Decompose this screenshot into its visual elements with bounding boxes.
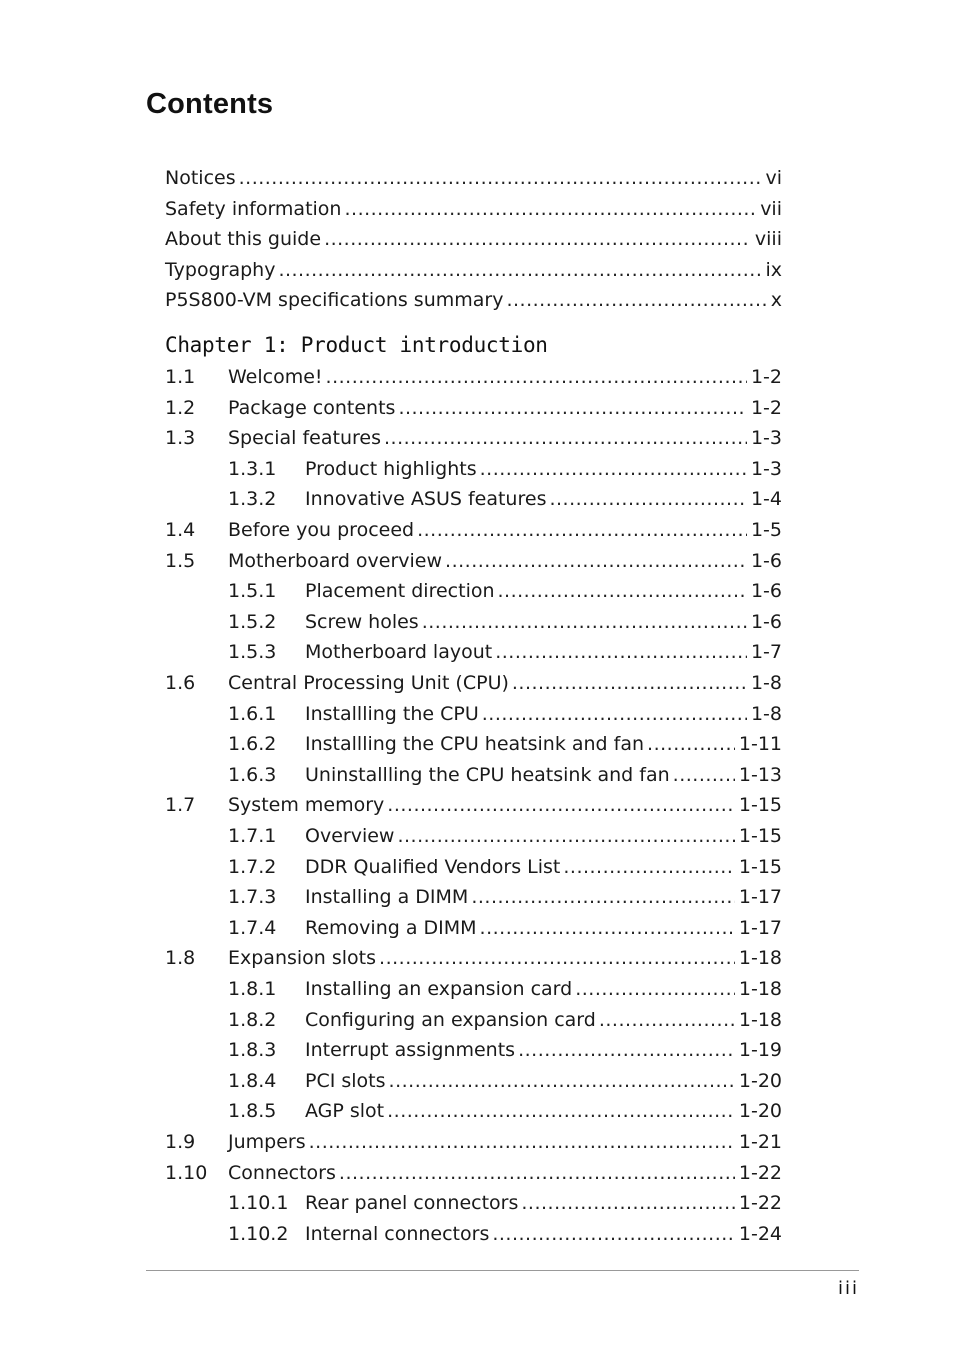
toc-entry[interactable] [228, 852, 782, 882]
dot-leader [384, 423, 747, 453]
dot-leader [647, 729, 735, 759]
toc-entry-title: Before you proceed [228, 519, 415, 541]
dot-leader [506, 285, 766, 315]
dot-leader [471, 882, 735, 912]
toc-entry-page: 1-17 [738, 886, 782, 909]
dot-leader [549, 484, 746, 514]
toc-entry-title: Jumpers [228, 1131, 306, 1153]
toc-entry[interactable] [165, 393, 782, 423]
toc-entry-number: 1.5.1 [228, 580, 277, 603]
dot-leader [324, 224, 751, 254]
toc-entry-page: 1-15 [738, 794, 782, 817]
toc-entry-number: 1.8.2 [228, 1008, 277, 1031]
toc-entry-page: 1-3 [750, 457, 782, 480]
dot-leader [563, 852, 735, 882]
toc-entry[interactable] [165, 163, 782, 193]
toc-entry-title: Interrupt assignments [305, 1039, 516, 1062]
toc-entry-page: 1-3 [750, 427, 782, 450]
toc-entry-page: 1-21 [738, 1131, 782, 1153]
page-title: Contents [146, 88, 274, 120]
dot-leader [239, 163, 762, 193]
toc-entry-number: 1.10.1 [228, 1192, 289, 1215]
toc-entry-number: 1.6 [165, 672, 196, 694]
dot-leader [492, 1219, 735, 1249]
toc-entry-title: Notices [165, 167, 236, 189]
toc-entry[interactable] [228, 760, 782, 790]
dot-leader [482, 699, 747, 729]
toc-entry-title: Placement direction [305, 580, 495, 603]
toc-entry-page: 1-18 [738, 1008, 782, 1031]
toc-entry-title: AGP slot [305, 1100, 385, 1123]
toc-entry-page: 1-22 [738, 1192, 782, 1215]
toc-entry[interactable] [228, 913, 782, 943]
toc-entry[interactable] [228, 454, 782, 484]
toc-entry-title: DDR Qualified Vendors List [305, 855, 561, 878]
toc-entry-title: Removing a DIMM [305, 916, 477, 939]
toc-entry[interactable] [165, 943, 782, 973]
toc-entry-page: 1-17 [738, 916, 782, 939]
toc-entry-number: 1.8 [165, 947, 196, 970]
toc-entry-page: vii [760, 197, 782, 220]
toc-entry-title: Internal connectors [305, 1222, 490, 1245]
toc-entry[interactable] [228, 699, 782, 729]
toc-entry-number: 1.3.2 [228, 488, 277, 511]
toc-entry-title: P5S800-VM specifications summary [165, 289, 504, 312]
toc-entry-title: PCI slots [305, 1069, 386, 1092]
toc-entry[interactable] [228, 882, 782, 912]
toc-entry-title: Screw holes [305, 610, 419, 633]
toc-entry-page: 1-22 [738, 1161, 782, 1184]
toc-entry-number: 1.7.2 [228, 855, 277, 878]
dot-leader [673, 760, 735, 790]
toc-entry-title: Welcome! [228, 366, 323, 388]
toc-entry[interactable] [165, 1158, 782, 1188]
toc-entry-title: Connectors [228, 1161, 336, 1184]
dot-leader [344, 194, 756, 224]
toc-entry-page: x [770, 289, 782, 312]
toc-entry-number: 1.2 [165, 396, 196, 419]
toc-entry[interactable] [165, 423, 782, 453]
toc-entry-page: vi [765, 167, 782, 189]
toc-entry[interactable] [228, 1035, 782, 1065]
toc-entry-title: Installling the CPU heatsink and fan [305, 733, 645, 756]
toc-entry-page: 1-19 [738, 1039, 782, 1062]
toc-entry-number: 1.8.3 [228, 1039, 277, 1062]
toc-entry[interactable] [165, 194, 782, 224]
toc-entry-number: 1.7.4 [228, 916, 277, 939]
dot-leader [387, 1096, 735, 1126]
dot-leader [397, 821, 734, 851]
toc-entry-page: 1-24 [738, 1222, 782, 1245]
dot-leader [389, 1066, 735, 1096]
toc-entry-page: 1-6 [750, 580, 782, 603]
toc-entry-number: 1.7.3 [228, 886, 277, 909]
toc-entry-title: Package contents [228, 396, 396, 419]
chapter-heading: Chapter 1: Product introduction [165, 333, 548, 357]
toc-entry-title: Motherboard layout [305, 641, 493, 664]
toc-entry[interactable] [228, 1066, 782, 1096]
toc-entry-title: Uninstallling the CPU heatsink and fan [305, 763, 670, 786]
dot-leader [480, 913, 735, 943]
toc-entry-page: 1-7 [750, 641, 782, 664]
toc-entry[interactable] [228, 637, 782, 667]
toc-entry-page: 1-20 [738, 1069, 782, 1092]
footer-divider [146, 1270, 859, 1271]
toc-entry-title: Overview [305, 825, 395, 847]
toc-entry-title: Rear panel connectors [305, 1192, 519, 1215]
toc-entry-number: 1.8.5 [228, 1100, 277, 1123]
dot-leader [339, 1158, 735, 1188]
toc-entry-number: 1.5.3 [228, 641, 277, 664]
toc-entry-number: 1.7.1 [228, 825, 277, 847]
toc-entry-title: Installling the CPU [305, 702, 479, 725]
toc-entry[interactable] [228, 576, 782, 606]
toc-entry-title: Installing a DIMM [305, 886, 469, 909]
toc-entry-page: 1-8 [750, 702, 782, 725]
toc-entry-number: 1.6.2 [228, 733, 277, 756]
toc-entry[interactable] [165, 515, 782, 545]
dot-leader [326, 362, 747, 392]
toc-entry-number: 1.6.3 [228, 763, 277, 786]
toc-entry-page: 1-15 [738, 855, 782, 878]
dot-leader [498, 576, 747, 606]
toc-entry[interactable] [165, 1127, 782, 1157]
toc-entry[interactable] [165, 790, 782, 820]
toc-entry-number: 1.1 [165, 366, 196, 388]
toc-entry[interactable] [165, 285, 782, 315]
dot-leader [521, 1188, 735, 1218]
toc-entry-page: 1-18 [738, 978, 782, 1000]
toc-entry-page: 1-5 [750, 519, 782, 541]
toc-entry-title: Special features [228, 427, 381, 450]
toc-entry-number: 1.10 [165, 1161, 208, 1184]
dot-leader [445, 546, 747, 576]
dot-leader [599, 1005, 735, 1035]
toc-entry-page: 1-11 [738, 733, 782, 756]
dot-leader [398, 393, 747, 423]
toc-entry[interactable] [165, 668, 782, 698]
toc-entry[interactable] [165, 546, 782, 576]
toc-entry-title: Typography [165, 258, 276, 281]
toc-entry-page: 1-2 [750, 396, 782, 419]
toc-entry-page: 1-20 [738, 1100, 782, 1123]
toc-entry-number: 1.4 [165, 519, 196, 541]
toc-entry-title: Motherboard overview [228, 549, 443, 572]
toc-entry-title: Configuring an expansion card [305, 1008, 596, 1031]
toc-entry-page: 1-8 [750, 672, 782, 694]
toc-entry-number: 1.3.1 [228, 457, 277, 480]
dot-leader [387, 790, 735, 820]
toc-entry-page: 1-6 [750, 549, 782, 572]
toc-entry[interactable] [228, 484, 782, 514]
toc-entry-number: 1.6.1 [228, 702, 277, 725]
toc-entry[interactable] [228, 821, 782, 851]
page-number: iii [837, 1278, 859, 1299]
toc-entry-number: 1.5 [165, 549, 196, 572]
toc-entry-page: viii [754, 228, 782, 251]
toc-entry[interactable] [228, 1219, 782, 1249]
dot-leader [495, 637, 747, 667]
toc-entry[interactable] [228, 1188, 782, 1218]
toc-entry[interactable] [228, 974, 782, 1004]
toc-entry-number: 1.7 [165, 794, 196, 817]
toc-entry-number: 1.10.2 [228, 1222, 289, 1245]
toc-entry-page: 1-13 [738, 763, 782, 786]
toc-entry[interactable] [228, 607, 782, 637]
toc-entry-title: Central Processing Unit (CPU) [228, 672, 509, 694]
toc-entry-page: 1-2 [750, 366, 782, 388]
dot-leader [512, 668, 747, 698]
toc-entry-page: 1-15 [738, 825, 782, 847]
toc-entry-title: Installing an expansion card [305, 978, 573, 1000]
dot-leader [278, 255, 761, 285]
toc-entry[interactable] [165, 255, 782, 285]
dot-leader [417, 515, 747, 545]
toc-entry-title: Innovative ASUS features [305, 488, 547, 511]
toc-entry-title: Product highlights [305, 457, 477, 480]
toc-entry-title: System memory [228, 794, 385, 817]
toc-entry-number: 1.8.4 [228, 1069, 277, 1092]
dot-leader [518, 1035, 735, 1065]
toc-entry-number: 1.8.1 [228, 978, 277, 1000]
dot-leader [379, 943, 735, 973]
toc-entry-page: 1-6 [750, 610, 782, 633]
dot-leader [480, 454, 747, 484]
toc-entry-number: 1.5.2 [228, 610, 277, 633]
dot-leader [309, 1127, 735, 1157]
toc-entry-number: 1.3 [165, 427, 196, 450]
dot-leader [422, 607, 747, 637]
toc-entry[interactable] [165, 224, 782, 254]
toc-entry-title: Safety information [165, 197, 342, 220]
toc-entry[interactable] [228, 1005, 782, 1035]
dot-leader [575, 974, 735, 1004]
toc-entry[interactable] [228, 729, 782, 759]
toc-entry[interactable] [228, 1096, 782, 1126]
toc-entry-number: 1.9 [165, 1131, 196, 1153]
toc-entry-page: ix [765, 258, 782, 281]
toc-entry[interactable] [165, 362, 782, 392]
toc-entry-page: 1-4 [750, 488, 782, 511]
toc-entry-title: About this guide [165, 228, 322, 251]
toc-entry-page: 1-18 [738, 947, 782, 970]
toc-entry-title: Expansion slots [228, 947, 377, 970]
